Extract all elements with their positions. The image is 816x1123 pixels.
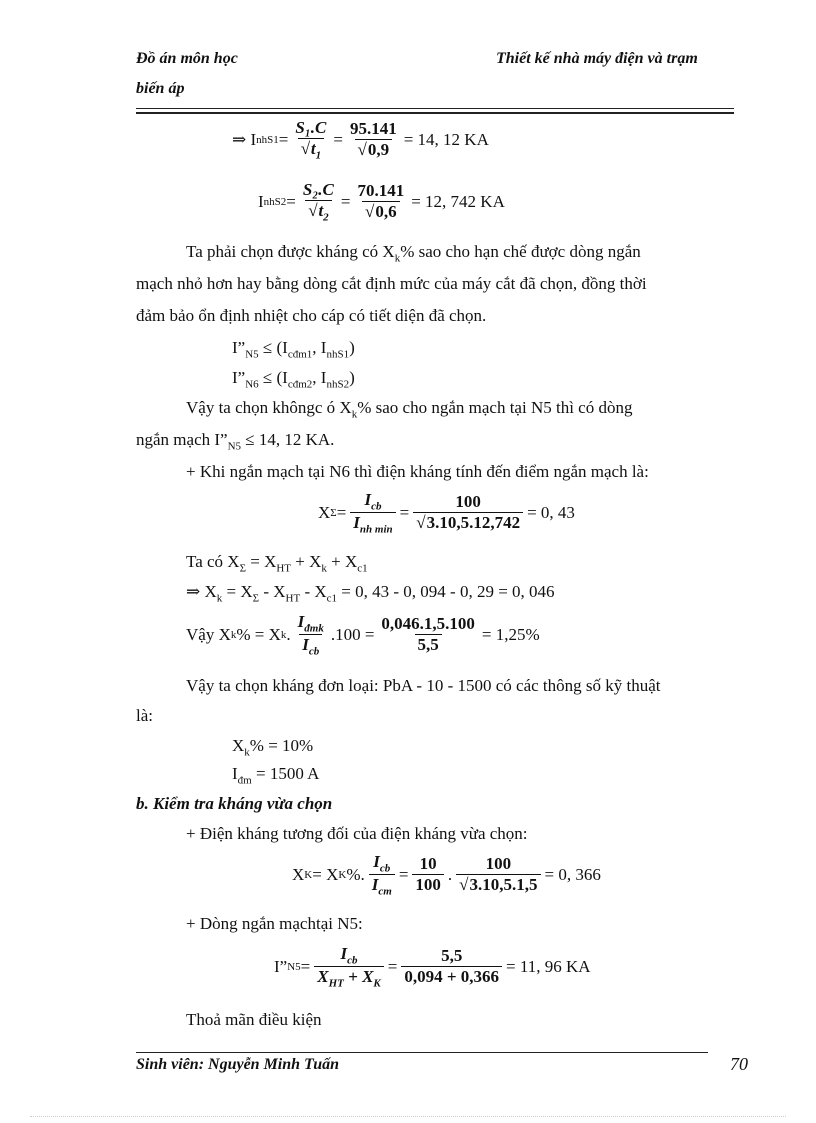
paragraph-text: mạch nhỏ hơn hay bằng dòng cắt định mức của máy cắt đã chọn, đồng thời [136,274,647,293]
paragraph-text: + Khi ngắn mạch tại N6 thì điện kháng tính đến điểm ngắn mạch là: [186,462,649,481]
page-bottom-border [30,1116,786,1117]
page-number: 70 [730,1054,748,1074]
equation-xk-percent: Vậy X k % = X k . $\frac{I_{đmk}}{I_{cb}}$ .100 = $\frac{0,046.1,5.100}{5,5}$ = 1,25% [186,612,540,658]
header-rule-thick [136,112,734,114]
paragraph-text: Thoả mãn điều kiện [186,1010,322,1029]
paragraph-text: + Điện kháng tương đối của điện kháng vừa chọn: [186,824,528,843]
footer-student: Sinh viên: Nguyễn Minh Tuấn [136,1056,340,1073]
condition-n6: $I”_{N6} \le (I_{cđm2}$, $I_{nhS2}$) [232,368,355,391]
paragraph-text: Vậy ta chọn khôngc ó $X_k\%$ sao cho ngắn mạch tại N5 thì có dòng [186,398,633,421]
equation-line: Ta có $X_\Sigma = X_{HT} + X_k + X_{c1}$ [186,552,368,575]
equation-inhs1: ⇒ I nhS1 = $\frac{\text{S₁.C}}{√t_1}$ = $\frac{95.141}{√0,9}$ = 14, 12 KA [232,118,489,162]
equation-inhs2: I nhS2 = $\frac{\text{S₂.C}}{√t_2}$ = $\frac{70.141}{√0,6}$ = 12, 742 KA [258,180,505,224]
paragraph-text: ngắn mạch $I”_{N5} \le 14$, 12 KA. [136,430,335,453]
equation-in5: I” N5 = $\frac{I_{cb}}{X_{HT} + X_K}$ = $\frac{5,5}{0,094 + 0,366}$ = 11, 96 KA [274,944,591,990]
condition-n5: $I”_{N5} \le (I_{cđm1}$, $I_{nhS1}$) [232,338,355,361]
paragraph-text: đảm bảo ổn định nhiệt cho cáp có tiết diện đã chọn. [136,306,487,325]
equation-line: ⇒ $X_k = X_\Sigma - X_{HT} - X_{c1} = 0$, 43 - 0, 094 - 0, 29 = 0, 046 [186,582,555,605]
equation-xsigma: X Σ = $\frac{I_{cb}}{I_{nh min}}$ = $\frac{100}{√3.10,5.12,742}$ = 0, 43 [318,490,575,536]
paragraph-text: + Dòng ngắn mạchtại N5: [186,914,363,933]
spec-xk: $X_k\% = 10\%$ [232,736,314,759]
header-rule [136,108,734,109]
section-heading: b. Kiểm tra kháng vừa chọn [136,794,333,813]
header-course: Đồ án môn học [136,50,238,67]
footer-rule [136,1052,708,1053]
spec-idm: $I_{đm} = 1500$ A [232,764,320,787]
paragraph-text: là: [136,706,153,725]
equation-xk: X K = X K %. $\frac{I_{cb}}{I_{cm}}$ = $\frac{10}{100}$ . $\frac{100}{√3.10,5.1,5}$ = 0, 366 [292,852,601,898]
header-title: Thiết kế nhà máy điện và trạm [496,50,698,67]
header-course-line2: biến áp [136,80,185,97]
paragraph-text: Vậy ta chọn kháng đơn loại: PbA - 10 - 1500 có các thông số kỹ thuật [186,676,661,695]
paragraph-text: Ta phải chọn được kháng có $X_k\%$ sao cho hạn chế được dòng ngắn [186,242,641,265]
